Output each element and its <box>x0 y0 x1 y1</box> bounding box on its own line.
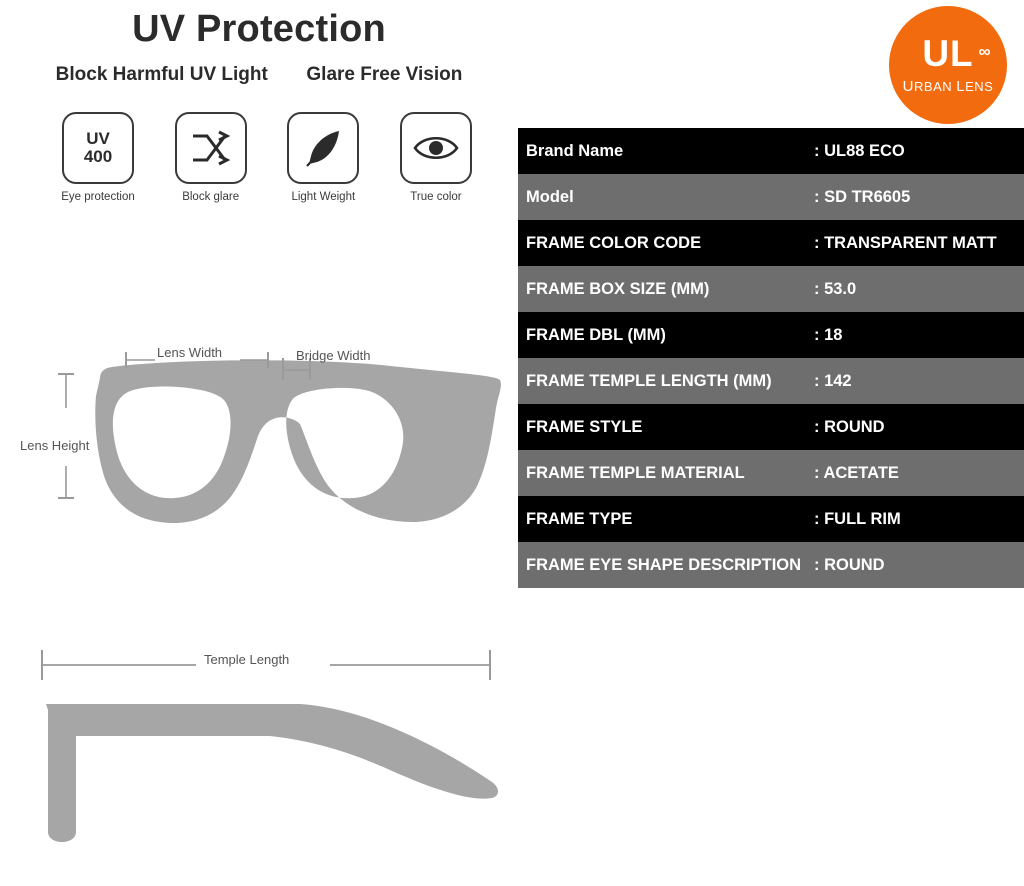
table-row <box>518 358 1024 404</box>
uv400-line1: UV <box>86 129 110 148</box>
spec-key: Model <box>526 187 574 206</box>
uv-subtitle-left: Block Harmful UV Light <box>55 64 268 85</box>
table-row <box>518 128 1024 174</box>
uv-feature-item <box>52 112 144 203</box>
label-lens-height: Lens Height <box>20 438 90 453</box>
uv-banner-title: UV Protection <box>132 8 386 50</box>
spec-value: : 18 <box>814 325 843 344</box>
spec-value: : FULL RIM <box>814 509 901 528</box>
table-row <box>518 542 1024 588</box>
uv-feature-item <box>277 112 369 203</box>
uv-feature-list <box>52 112 482 203</box>
table-row <box>518 220 1024 266</box>
uv400-line2: 400 <box>83 147 113 166</box>
spec-key: FRAME STYLE <box>526 417 643 436</box>
spec-value: : TRANSPARENT MATT <box>814 233 997 252</box>
feather-light-weight-icon <box>287 112 359 184</box>
logo-name-rban: RBAN <box>914 78 957 94</box>
spec-key: FRAME DBL (MM) <box>526 325 666 344</box>
spec-value: : 53.0 <box>814 279 857 298</box>
spec-value: : SD TR6605 <box>814 187 911 206</box>
product-spec-table <box>518 128 1024 588</box>
uv-subtitle-right: Glare Free Vision <box>306 64 463 85</box>
spec-value: : ACETATE <box>814 463 899 482</box>
urban-lens-logo <box>889 6 1007 124</box>
spec-key: Brand Name <box>526 141 624 160</box>
logo-brand-name <box>903 78 994 95</box>
uv-feature-item <box>390 112 482 203</box>
spec-value: : ROUND <box>814 555 885 574</box>
spec-key: FRAME COLOR CODE <box>526 233 702 252</box>
logo-name-u: U <box>902 77 915 95</box>
eye-true-color-icon <box>400 112 472 184</box>
table-row <box>518 174 1024 220</box>
uv-banner-subtitle <box>0 64 518 86</box>
uv400-icon <box>62 112 134 184</box>
spec-key: FRAME BOX SIZE (MM) <box>526 279 710 298</box>
uv-feature-item <box>165 112 257 203</box>
logo-name-l: L <box>956 77 966 95</box>
logo-mark <box>922 32 992 74</box>
uv-feature-caption: Block glare <box>182 191 240 203</box>
spec-key: FRAME EYE SHAPE DESCRIPTION <box>526 555 802 574</box>
label-temple-length: Temple Length <box>204 652 290 667</box>
label-lens-width: Lens Width <box>157 345 223 360</box>
uv-feature-caption: Eye protection <box>61 191 135 203</box>
table-row <box>518 266 1024 312</box>
table-row <box>518 404 1024 450</box>
logo-name-ens: ENS <box>965 78 994 94</box>
uv-protection-banner <box>0 0 518 212</box>
spec-value: : 142 <box>814 371 852 390</box>
spec-value: : ROUND <box>814 417 885 436</box>
uv-feature-caption: True color <box>410 191 462 203</box>
table-row <box>518 450 1024 496</box>
spec-key: FRAME TEMPLE LENGTH (MM) <box>526 371 772 390</box>
logo-mark-text: UL <box>922 32 974 74</box>
glasses-front-diagram <box>0 300 518 580</box>
table-row <box>518 312 1024 358</box>
table-row <box>518 496 1024 542</box>
spec-key: FRAME TYPE <box>526 509 633 528</box>
label-bridge-width: Bridge Width <box>296 348 371 363</box>
infinity-icon: ∞ <box>978 41 992 61</box>
spec-value: : UL88 ECO <box>814 141 905 160</box>
block-glare-icon <box>175 112 247 184</box>
temple-arm-diagram <box>0 620 518 870</box>
uv-feature-caption: Light Weight <box>291 191 356 203</box>
spec-key: FRAME TEMPLE MATERIAL <box>526 463 745 482</box>
